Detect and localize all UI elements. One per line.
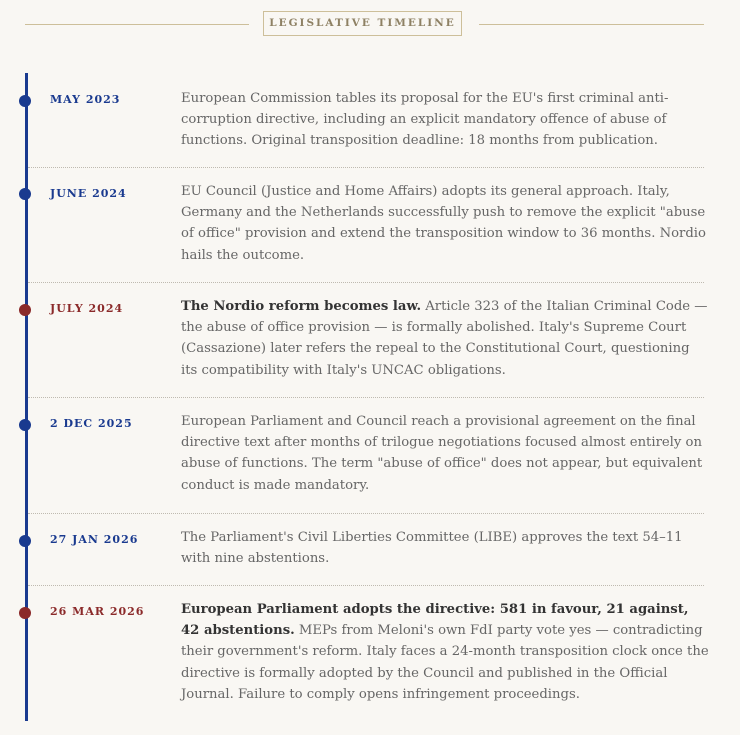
timeline-marker [19, 95, 31, 107]
entry-date: 2 DEC 2025 [50, 417, 133, 430]
timeline-marker [19, 188, 31, 200]
entry-lead: The Nordio reform becomes law. [181, 299, 422, 314]
entry-body: EU Council (Justice and Home Affairs) adopts its general approach. Italy, Germany and the Netherlands successfully push to remove the explicit "abuse of office" provision and extend the transposition window to 36 months. Nordio hails the outcome. [181, 184, 706, 263]
entry-text [181, 296, 709, 381]
entry-lead: European Parliament adopts the directive: 581 in favour, 21 against, 42 abstentions. [181, 602, 689, 639]
timeline-entry [28, 84, 704, 168]
entry-date: JUNE 2024 [50, 187, 127, 200]
timeline-entry [28, 514, 704, 586]
header-rule-left [25, 24, 249, 25]
entry-body: MEPs from Meloni's own FdI party vote yes — contradicting their government's reform. Italy faces a 24-month transposition clock once the directive is formally adopted by the Council and published in the Official Journal. Failure to comply opens infringement proceedings. [181, 623, 709, 702]
entry-date: JULY 2024 [50, 302, 124, 315]
entry-date: MAY 2023 [50, 93, 121, 106]
timeline-title: LEGISLATIVE TIMELINE [263, 11, 462, 36]
entry-text [181, 599, 709, 705]
entry-body: Article 323 of the Italian Criminal Code — the abuse of office provision — is formally abolished. Italy's Supreme Court (Cassazione) later refers the repeal to the Constitutional Court, questioning its compatibility with Italy's UNCAC obligations. [181, 299, 708, 378]
entry-text [181, 411, 709, 496]
timeline-marker [19, 304, 31, 316]
entry-text [181, 88, 709, 152]
timeline-marker [19, 607, 31, 619]
timeline-header [25, 11, 704, 38]
entry-body: The Parliament's Civil Liberties Committee (LIBE) approves the text 54–11 with nine abstentions. [181, 530, 683, 567]
entry-date: 26 MAR 2026 [50, 605, 145, 618]
header-rule-right [479, 24, 704, 25]
entry-body: European Parliament and Council reach a provisional agreement on the final directive text after months of trilogue negotiations focused almost entirely on abuse of functions. The term "abuse of office" does not appear, but equivalent conduct is made mandatory. [181, 414, 703, 493]
entry-text [181, 527, 709, 569]
timeline-entry [28, 586, 709, 721]
entry-body: European Commission tables its proposal for the EU's first criminal anti-corruption directive, including an explicit mandatory offence of abuse of functions. Original transposition deadline: 18 months from publication. [181, 91, 669, 149]
entry-date: 27 JAN 2026 [50, 533, 139, 546]
timeline-marker [19, 535, 31, 547]
entry-text [181, 181, 709, 266]
timeline-entry [28, 168, 704, 283]
timeline-entry [28, 283, 708, 398]
timeline-entry [28, 398, 704, 514]
timeline-marker [19, 419, 31, 431]
